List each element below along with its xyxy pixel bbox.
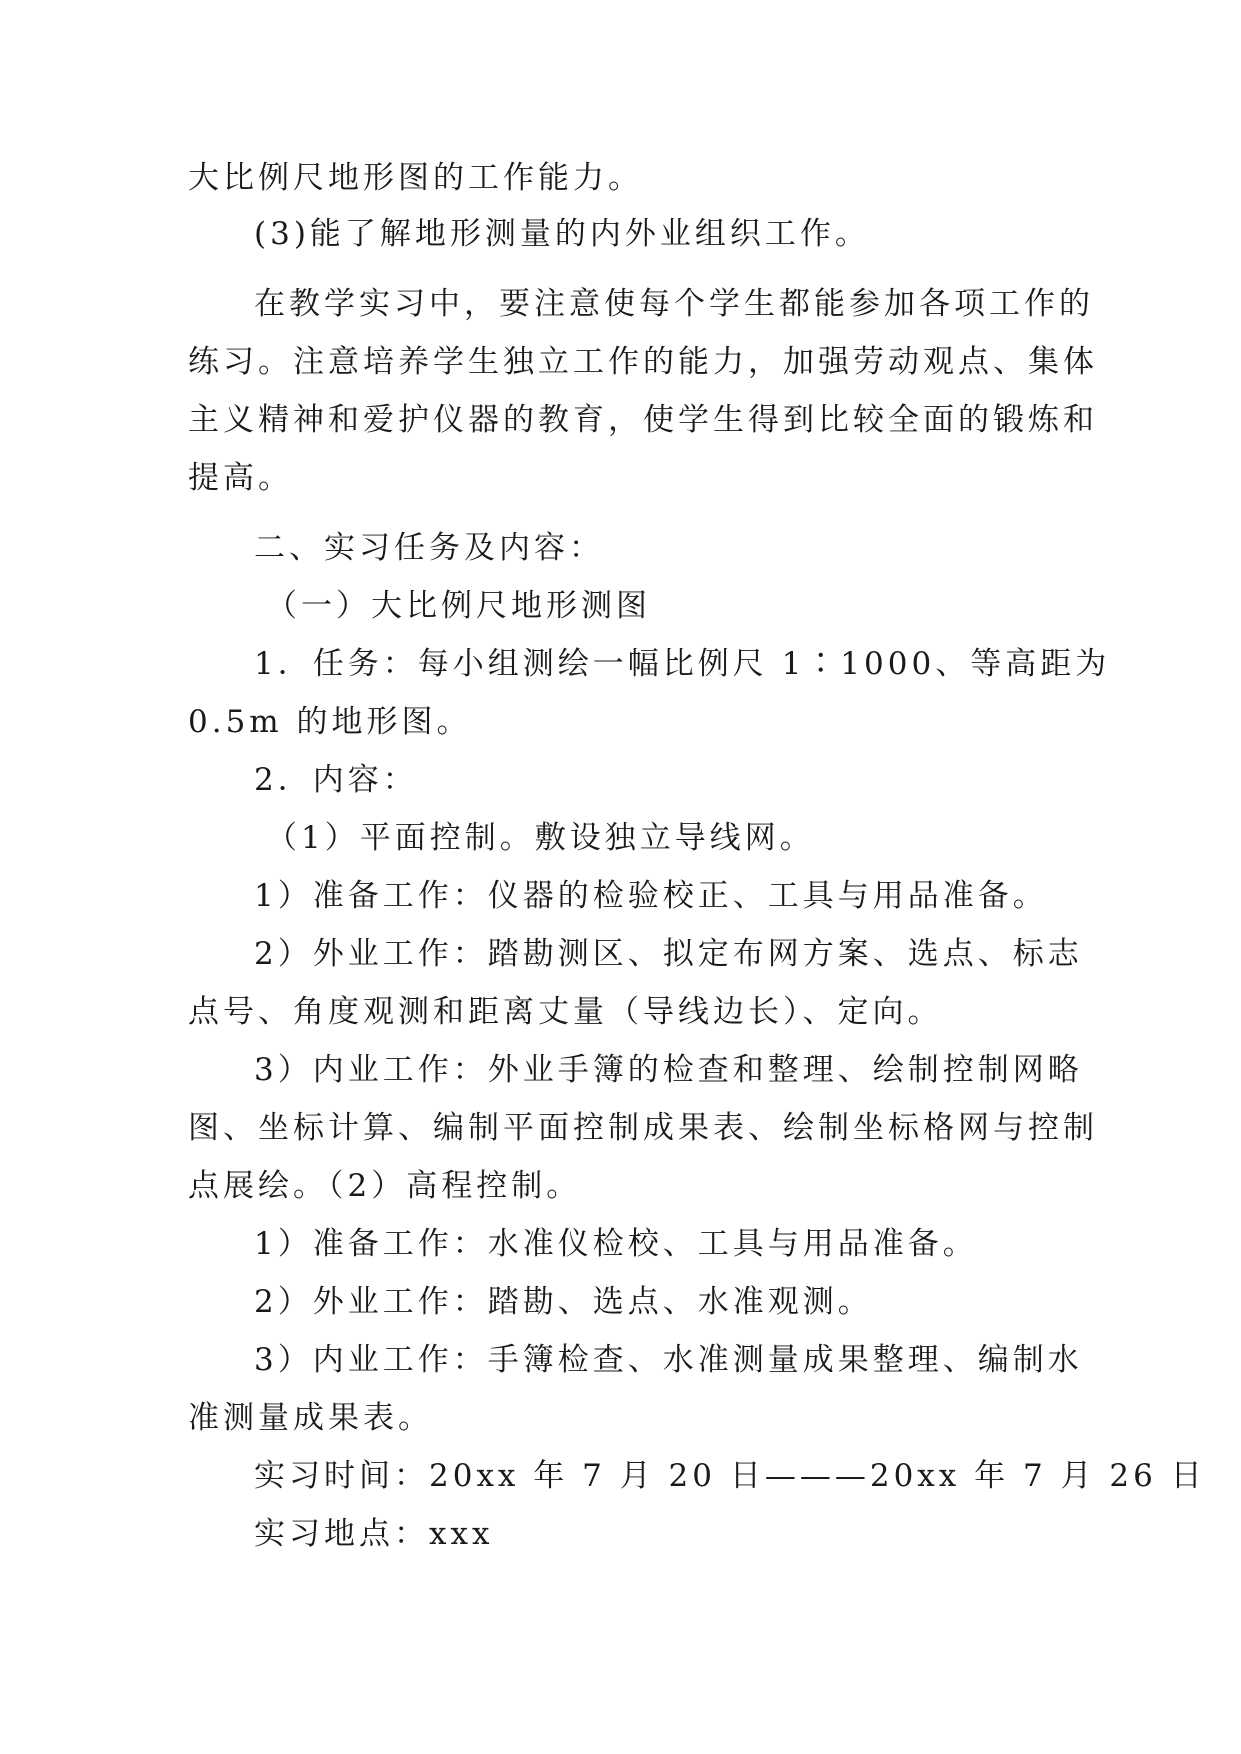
text-line: 1）准备工作：仪器的检验校正、工具与用品准备。 bbox=[254, 878, 1048, 914]
text-line: 3）内业工作：手簿检查、水准测量成果整理、编制水 bbox=[254, 1342, 1083, 1378]
section-heading: 二、实习任务及内容： bbox=[254, 530, 604, 566]
text-line: 2．内容： bbox=[254, 762, 418, 798]
text-line: 3）内业工作：外业手簿的检查和整理、绘制控制网略 bbox=[254, 1052, 1083, 1088]
text-line: 1）准备工作：水准仪检校、工具与用品准备。 bbox=[254, 1226, 978, 1262]
text-line: 2）外业工作：踏勘测区、拟定布网方案、选点、标志 bbox=[254, 936, 1083, 972]
text-line: 大比例尺地形图的工作能力。 bbox=[188, 160, 643, 196]
text-line: 2）外业工作：踏勘、选点、水准观测。 bbox=[254, 1284, 873, 1320]
text-line: 1．任务：每小组测绘一幅比例尺 1∶1000、等高距为 bbox=[254, 646, 1111, 682]
practice-location: 实习地点：xxx bbox=[254, 1516, 494, 1552]
practice-time: 实习时间：20xx 年 7 月 20 日———20xx 年 7 月 26 日 bbox=[254, 1458, 1206, 1494]
text-line: 点展绘。（2）高程控制。 bbox=[188, 1168, 582, 1204]
text-line: 在教学实习中，要注意使每个学生都能参加各项工作的 bbox=[254, 286, 1094, 322]
subsection-heading: （一）大比例尺地形测图 bbox=[266, 588, 651, 624]
text-line: 图、坐标计算、编制平面控制成果表、绘制坐标格网与控制 bbox=[188, 1110, 1098, 1146]
text-line: 提高。 bbox=[188, 460, 293, 496]
text-line: 练习。注意培养学生独立工作的能力，加强劳动观点、集体 bbox=[188, 344, 1098, 380]
text-line: 主义精神和爱护仪器的教育，使学生得到比较全面的锻炼和 bbox=[188, 402, 1098, 438]
text-line: (3)能了解地形测量的内外业组织工作。 bbox=[254, 216, 870, 252]
text-line: 准测量成果表。 bbox=[188, 1400, 433, 1436]
text-line: 点号、角度观测和距离丈量（导线边长）、定向。 bbox=[188, 994, 943, 1030]
text-line: （1）平面控制。敷设独立导线网。 bbox=[266, 820, 815, 856]
text-line: 0.5m 的地形图。 bbox=[188, 704, 472, 740]
